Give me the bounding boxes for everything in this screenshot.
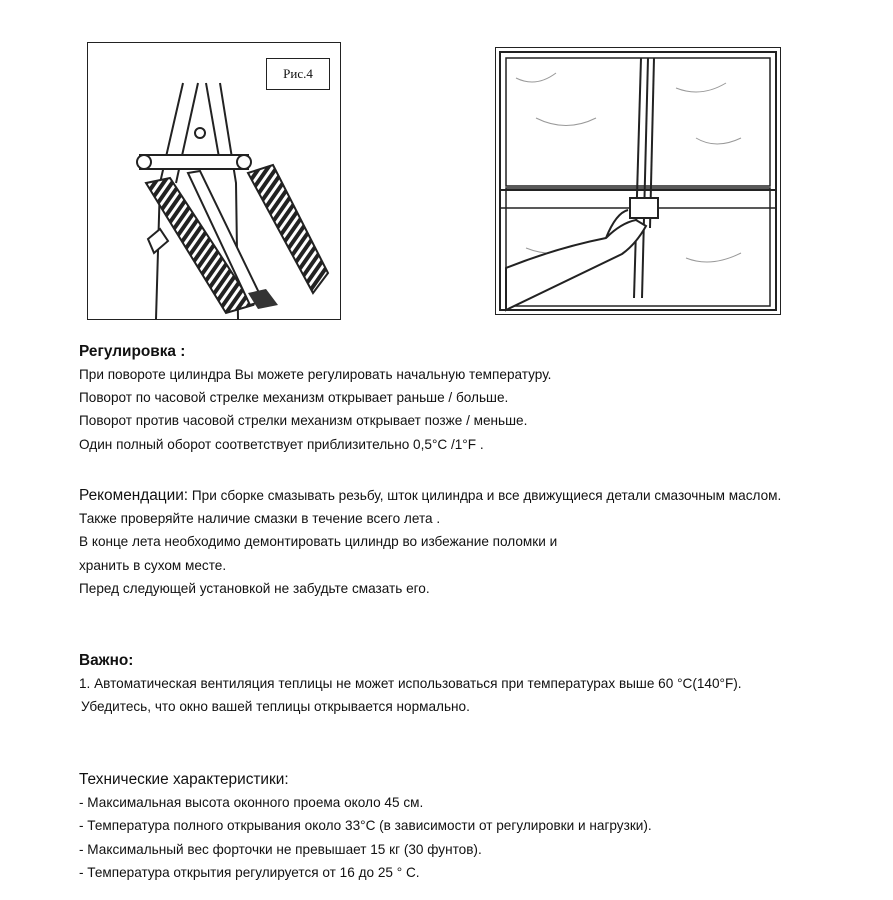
paragraph-line: Также проверяйте наличие смазки в течение всего лета .: [79, 511, 441, 527]
paragraph-line: Перед следующей установкой не забудьте смазать его.: [79, 580, 430, 596]
paragraph-line: хранить в сухом месте.: [79, 557, 227, 573]
list-item: - Максимальный вес форточки не превышает 15 кг (30 фунтов).: [79, 841, 482, 857]
list-item: - Температура полного открывания около 33°C (в зависимости от регулировки и нагрузки).: [79, 818, 652, 834]
paragraph-line: Поворот против часовой стрелки механизм открывает позже / меньше.: [79, 413, 528, 429]
paragraph-line: Один полный оборот соответствует приблизительно 0,5°C /1°F .: [79, 436, 484, 452]
section-recommendations: [79, 484, 827, 600]
section-heading: Рекомендации:: [79, 487, 189, 504]
paragraph-line: Убедитесь, что окно вашей теплицы открывается нормально.: [81, 699, 470, 715]
section-heading: Важно:: [79, 652, 134, 669]
paragraph-line: При повороте цилиндра Вы можете регулировать начальную температуру.: [79, 367, 552, 382]
figure-opener-mechanism: [87, 42, 341, 320]
paragraph-text: При сборке смазывать резьбу, шток цилиндра и все движущиеся детали смазочным маслом.: [188, 488, 782, 503]
section-technical-specs: [79, 768, 827, 884]
section-adjustment: [79, 341, 827, 456]
section-heading: Регулировка :: [79, 343, 186, 360]
paragraph-line: В конце лета необходимо демонтировать цилиндр во избежание поломки и: [79, 534, 558, 550]
figure-window-adjustment: [495, 47, 781, 315]
section-heading: Технические характеристики:: [79, 771, 289, 788]
recommendations-paragraph: [79, 484, 827, 507]
section-important: [79, 650, 827, 718]
list-item: - Максимальная высота оконного проема около 45 см.: [79, 795, 424, 811]
list-item: - Температура открытия регулируется от 16 до 25 ° С.: [79, 864, 420, 880]
window-adjustment-drawing: [496, 48, 780, 314]
paragraph-line: 1. Автоматическая вентиляция теплицы не может использоваться при температурах выше 60 °C(140°F).: [79, 676, 742, 691]
figure-caption: Рис.4: [266, 58, 330, 90]
paragraph-line: Поворот по часовой стрелке механизм открывает раньше / больше.: [79, 390, 509, 406]
